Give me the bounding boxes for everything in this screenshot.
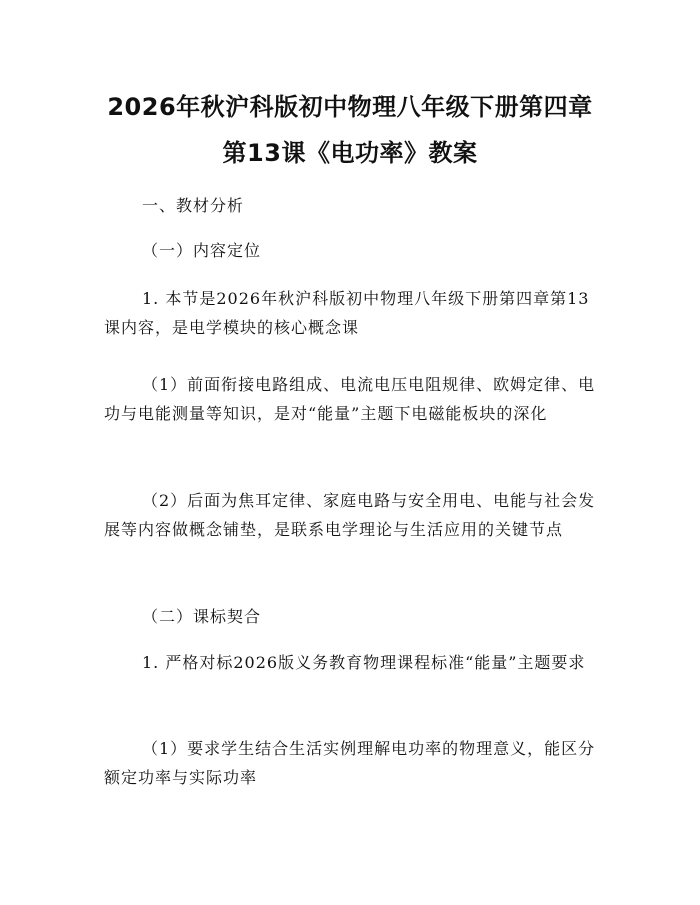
paragraph-1-1: [104, 370, 604, 428]
section-heading-textbook-analysis: 一、教材分析: [142, 196, 245, 215]
paragraph-2-text: 1. 严格对标2026版义务教育物理课程标准“能量”主题要求: [142, 653, 586, 672]
document-title-line-2: 第13课《电功率》教案: [222, 139, 478, 167]
paragraph-1-1-text: （1）前面衔接电路组成、电流电压电阻规律、欧姆定律、电功与电能测量等知识，是对“能量”主题下电磁能板块的深化: [104, 375, 596, 423]
document-title-line-1: 2026年秋沪科版初中物理八年级下册第四章: [107, 93, 593, 121]
subsection-heading-content-positioning: （一）内容定位: [142, 241, 262, 260]
paragraph-1: [104, 284, 604, 342]
paragraph-1-2-text: （2）后面为焦耳定律、家庭电路与安全用电、电能与社会发展等内容做概念铺垫，是联系电学理论与生活应用的关键节点: [104, 491, 596, 539]
paragraph-1-2: [104, 486, 604, 544]
paragraph-1-text: 1. 本节是2026年秋沪科版初中物理八年级下册第四章第13课内容，是电学模块的核心概念课: [104, 289, 590, 337]
paragraph-2-1-text: （1）要求学生结合生活实例理解电功率的物理意义，能区分额定功率与实际功率: [104, 739, 596, 787]
paragraph-2-1: [104, 734, 604, 792]
subsection-heading-curriculum-alignment: （二）课标契合: [142, 607, 262, 626]
paragraph-2: [104, 648, 604, 677]
